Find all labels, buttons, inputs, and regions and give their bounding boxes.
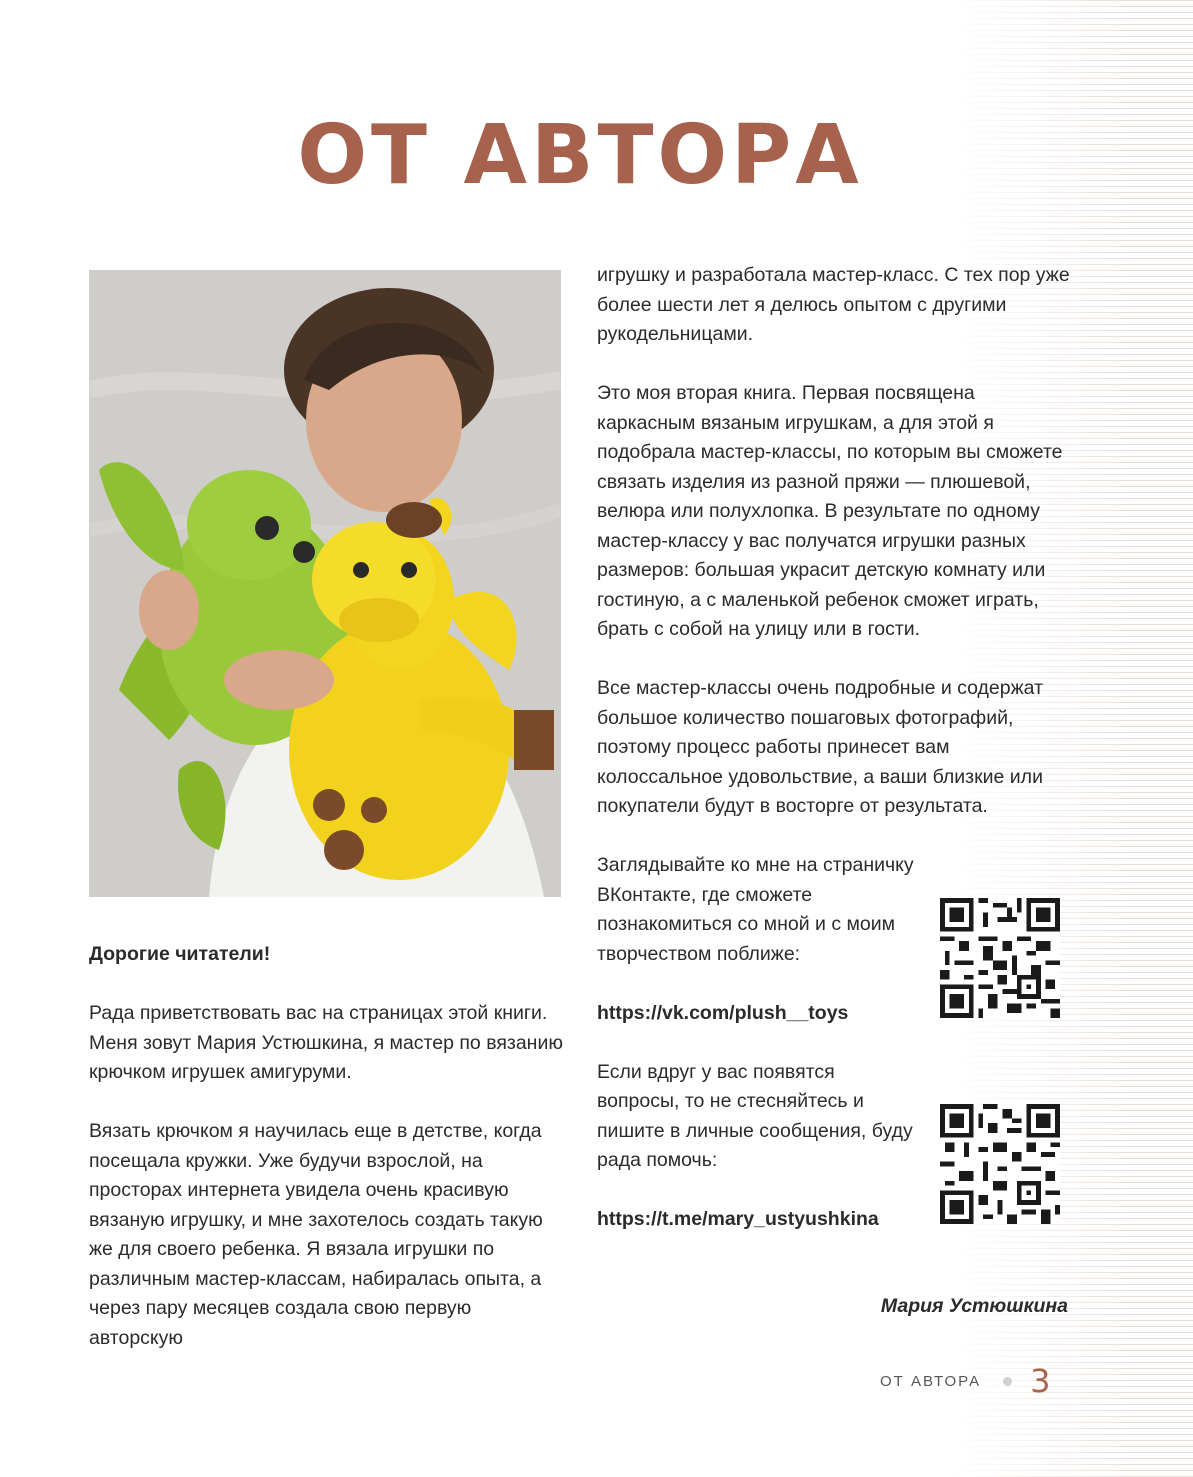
page-title: ОТ АВТОРА bbox=[297, 108, 863, 203]
page-number: 3 bbox=[1030, 1362, 1051, 1400]
vk-qr-code[interactable] bbox=[940, 898, 1060, 1018]
vk-link[interactable]: https://vk.com/plush__toys bbox=[597, 1001, 849, 1024]
footer-dot-icon bbox=[1003, 1377, 1012, 1386]
author-photo bbox=[89, 270, 561, 897]
intro-paragraph: Рада приветствовать вас на страницах этой книги. Меня зовут Мария Устюшкина, я мастер по вязанию крючком игрушек амигуруми. bbox=[89, 1002, 563, 1083]
telegram-qr-code[interactable] bbox=[940, 1104, 1060, 1224]
book-paragraph: Это моя вторая книга. Первая посвящена каркасным вязаным игрушкам, а для этой я подобрала мастер-классы, по которым вы сможете связать изделия из разной пряжи — плюшевой, велюра или полухлопка. В результате по одному мастер-классу у вас получатся игрушки разных размеров: большая украсит детскую комнату или гостиную, а с маленькой ребенок сможет играть, брать с собой на улицу или в гости. bbox=[597, 382, 1063, 640]
telegram-link[interactable]: https://t.me/mary_ustyushkina bbox=[597, 1208, 879, 1230]
footer-section-label: ОТ АВТОРА bbox=[880, 1372, 982, 1390]
greeting: Дорогие читатели! bbox=[89, 943, 271, 965]
page-footer bbox=[880, 1364, 1051, 1398]
left-column bbox=[89, 940, 564, 1383]
story-continued-paragraph: игрушку и разработала мастер-класс. С тех пор уже более шести лет я делюсь опытом с другими рукодельницами. bbox=[597, 264, 1070, 345]
author-signature: Мария Устюшкина bbox=[880, 1295, 1068, 1317]
masterclass-paragraph: Все мастер-классы очень подробные и содержат большое количество пошаговых фотографий, поэтому процесс работы принесет вам колоссальное удовольствие, а ваши близкие или покупатели будут в восторге от результата. bbox=[597, 677, 1044, 817]
story-paragraph: Вязать крючком я научилась еще в детстве, когда посещала кружки. Уже будучи взрослой, на просторах интернета увидела очень красивую вязаную игрушку, и мне захотелось создать такую же для своего ребенка. Я вязала игрушки по различным мастер-классам, набиралась опыта, а через пару месяцев создала свою первую авторскую bbox=[89, 1120, 543, 1349]
vk-invite-text: Заглядывайте ко мне на страничку ВКонтакте, где сможете познакомиться со мной и с моим творчеством поближе: bbox=[597, 854, 914, 965]
telegram-invite-text: Если вдруг у вас появятся вопросы, то не стесняйтесь и пишите в личные сообщения, буду рада помочь: bbox=[597, 1060, 913, 1171]
